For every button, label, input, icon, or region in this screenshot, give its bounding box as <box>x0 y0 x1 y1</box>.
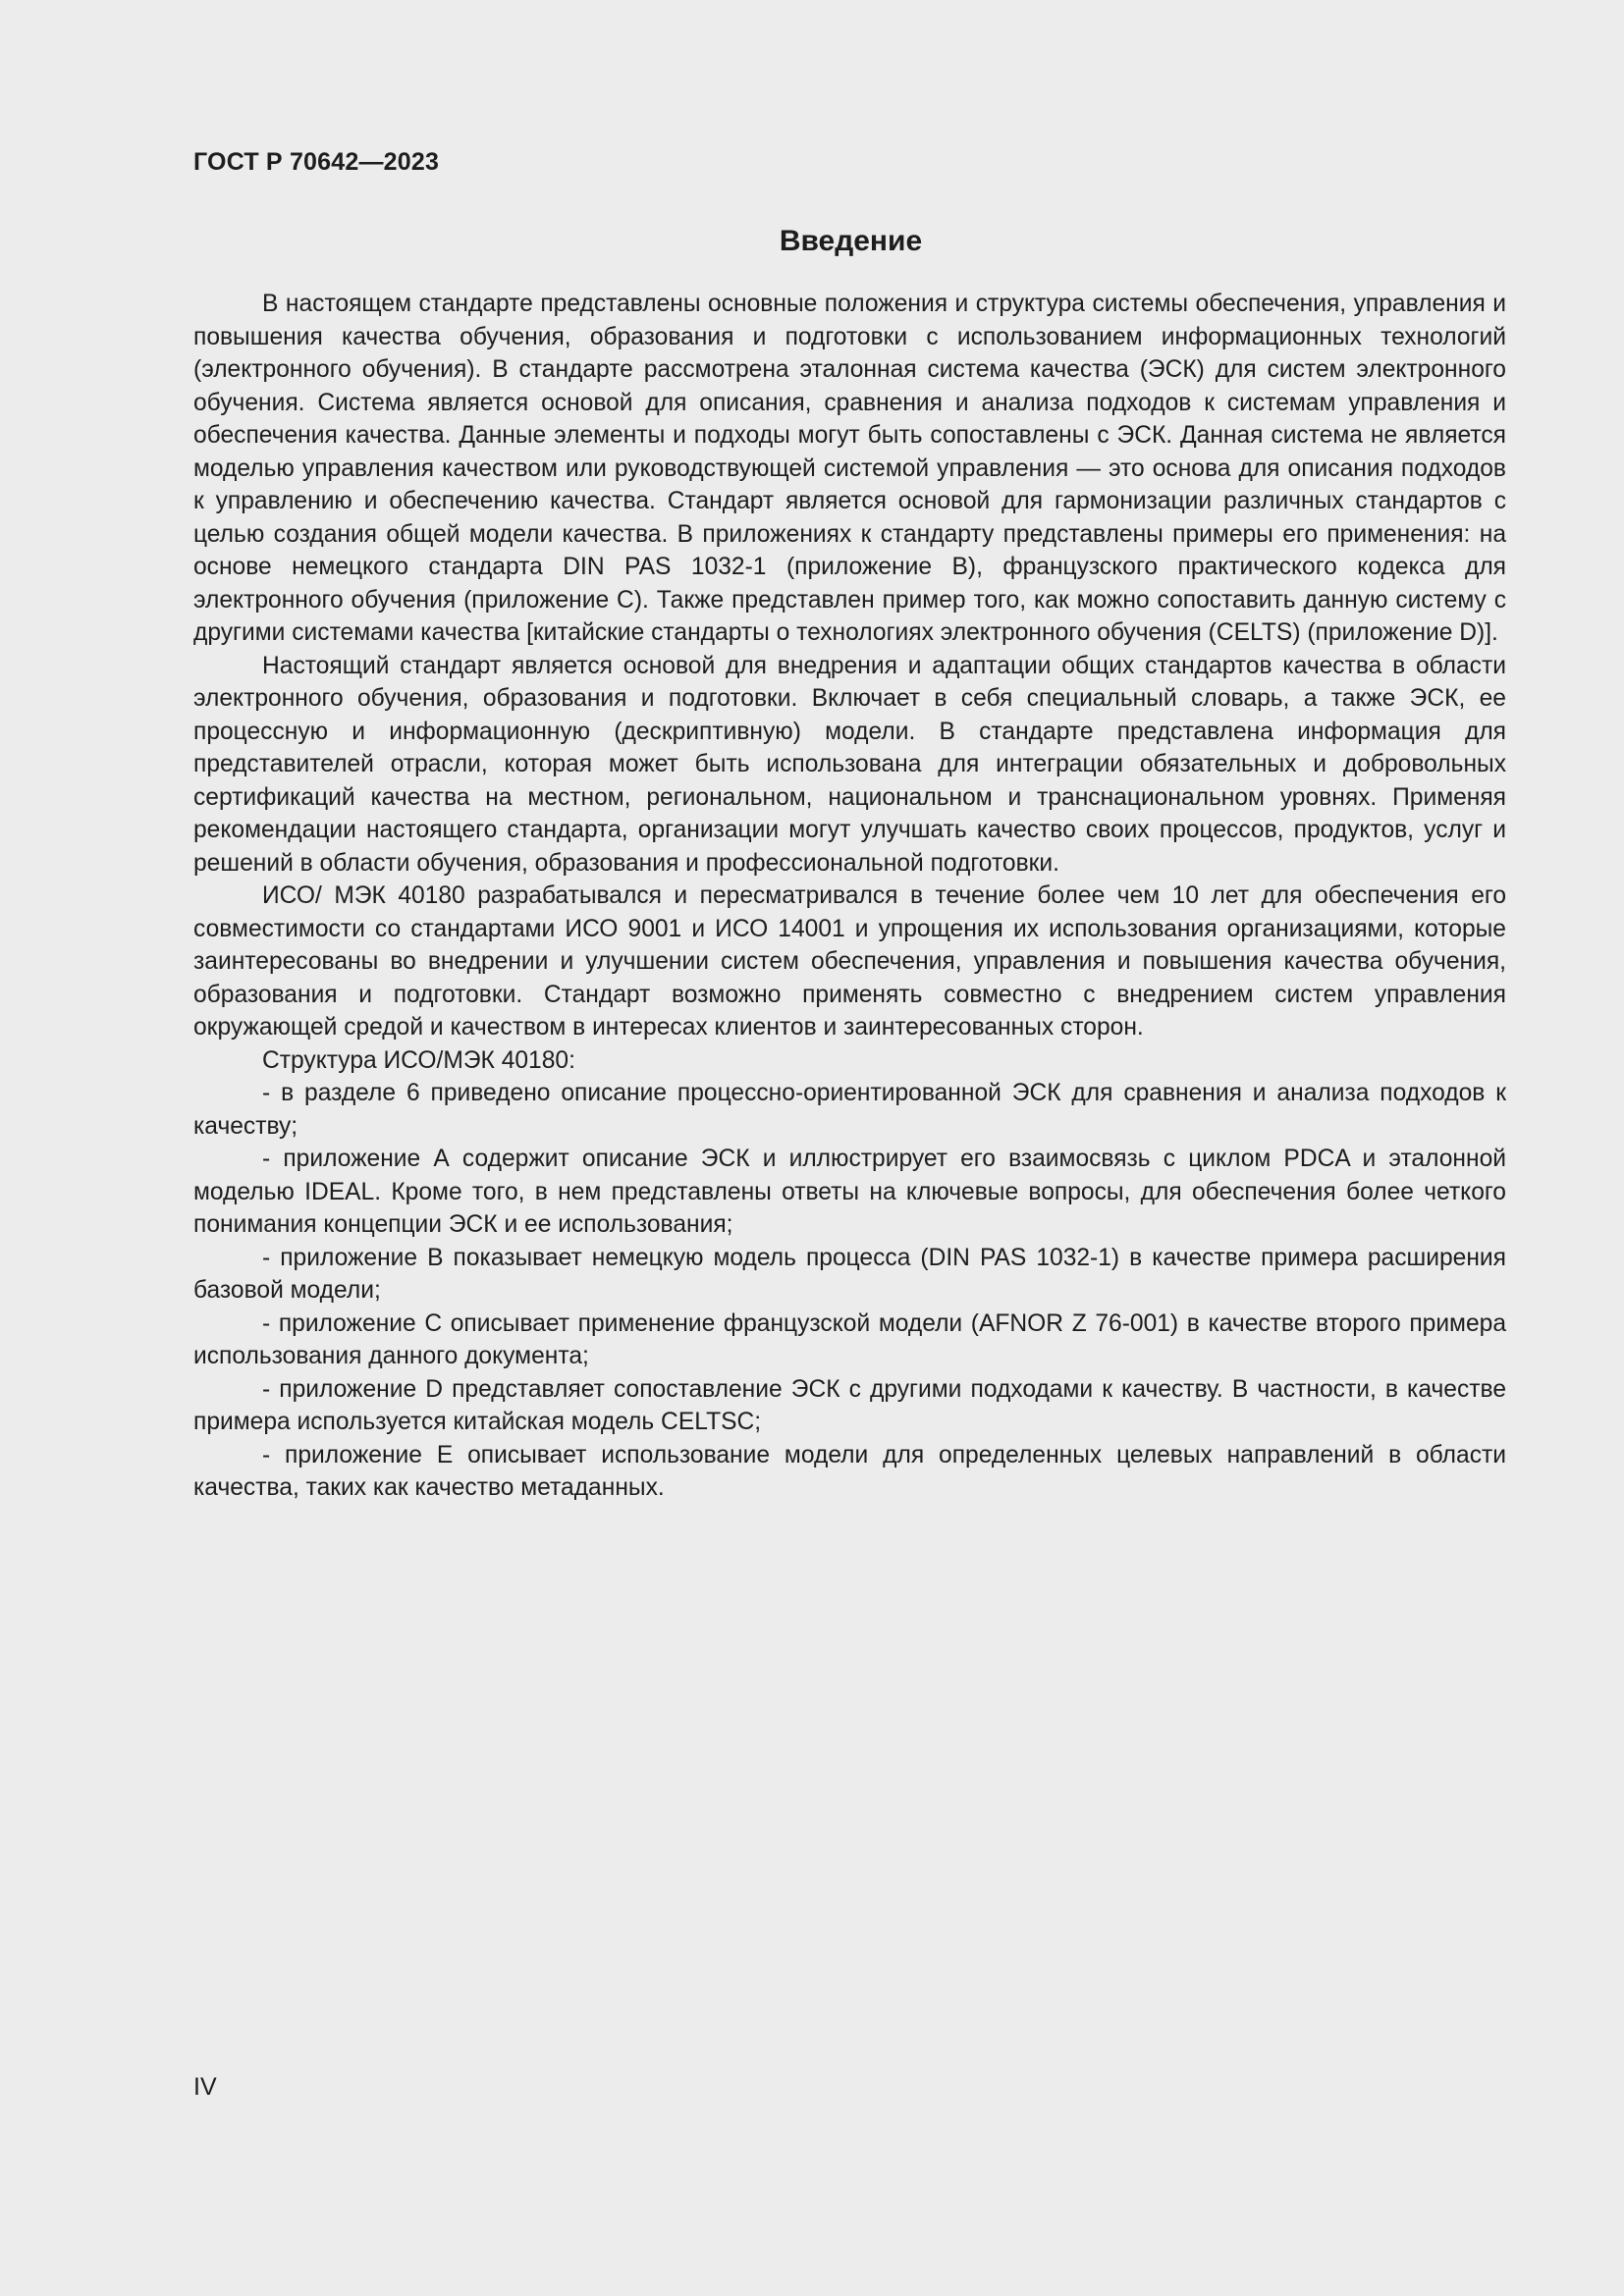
body-text <box>193 288 1506 1505</box>
list-item-annex-d: - приложение D представляет сопоставление ЭСК с другими подходами к качеству. В частности, в качестве примера используется китайская модель CELTSC; <box>193 1375 1506 1435</box>
paragraph-overview: В настоящем стандарте представлены основные положения и структура системы обеспечения, управления и повышения качества обучения, образования и подготовки с использованием информационных технологий (электронного обучения). В стандарте рассмотрена эталонная система качества (ЭСК) для систем электронного обучения. Система является основой для описания, сравнения и анализа подходов к системам управления и обеспечения качества. Данные элементы и подходы могут быть сопоставлены с ЭСК. Данная система не является моделью управления качеством или руководствующей системой управления — это основа для описания подходов к управлению и обеспечению качества. Стандарт является основой для гармонизации различных стандартов с целью создания общей модели качества. В приложениях к стандарту представлены примеры его применения: на основе немецкого стандарта DIN PAS 1032-1 (приложение В), французского практического кодекса для электронного обучения (приложение С). Также представлен пример того, как можно сопоставить данную систему с другими системами качества [китайские стандарты о технологиях электронного обучения (CELTS) (приложение D)]. <box>193 291 1506 646</box>
page-number: IV <box>193 2073 217 2101</box>
paragraph-structure-heading: Структура ИСО/МЭК 40180: <box>262 1046 575 1074</box>
list-item-annex-e: - приложение Е описывает использование модели для определенных целевых направлений в области качества, таких как качество метаданных. <box>193 1441 1506 1501</box>
document-code-header: ГОСТ Р 70642—2023 <box>193 148 440 176</box>
list-item-annex-a: - приложение А содержит описание ЭСК и иллюстрирует его взаимосвязь с циклом PDCA и эталонной моделью IDEAL. Кроме того, в нем представлены ответы на ключевые вопросы, для обеспечения более четкого понимания концепции ЭСК и ее использования; <box>193 1146 1506 1238</box>
paragraph-history: ИСО/ МЭК 40180 разрабатывался и пересматривался в течение более чем 10 лет для обеспечения его совместимости со стандартами ИСО 9001 и ИСО 14001 и упрощения их использования организациями, которые заинтересованы во внедрении и улучшении систем обеспечения, управления и повышения качества обучения, образования и подготовки. Стандарт возможно применять совместно с внедрением систем управления окружающей средой и качеством в интересах клиентов и заинтересованных сторон. <box>193 882 1506 1041</box>
list-item-annex-c: - приложение С описывает применение французской модели (AFNOR Z 76-001) в качестве второго примера использования данного документа; <box>193 1309 1506 1369</box>
section-title: Введение <box>779 225 923 257</box>
paragraph-basis: Настоящий стандарт является основой для внедрения и адаптации общих стандартов качества в области электронного обучения, образования и подготовки. Включает в себя специальный словарь, а также ЭСК, ее процессную и информационную (дескриптивную) модели. В стандарте представлена информация для представителей отрасли, которая может быть использована для интеграции обязательных и добровольных сертификаций качества на местном, региональном, национальном и транснациональном уровнях. Применяя рекомендации настоящего стандарта, организации могут улучшать качество своих процессов, продуктов, услуг и решений в области обучения, образования и профессиональной подготовки. <box>193 652 1506 877</box>
list-item-annex-b: - приложение В показывает немецкую модель процесса (DIN PAS 1032-1) в качестве примера расширения базовой модели; <box>193 1244 1506 1304</box>
list-item-section-6: - в разделе 6 приведено описание процессно-ориентированной ЭСК для сравнения и анализа подходов к качеству; <box>193 1080 1506 1140</box>
